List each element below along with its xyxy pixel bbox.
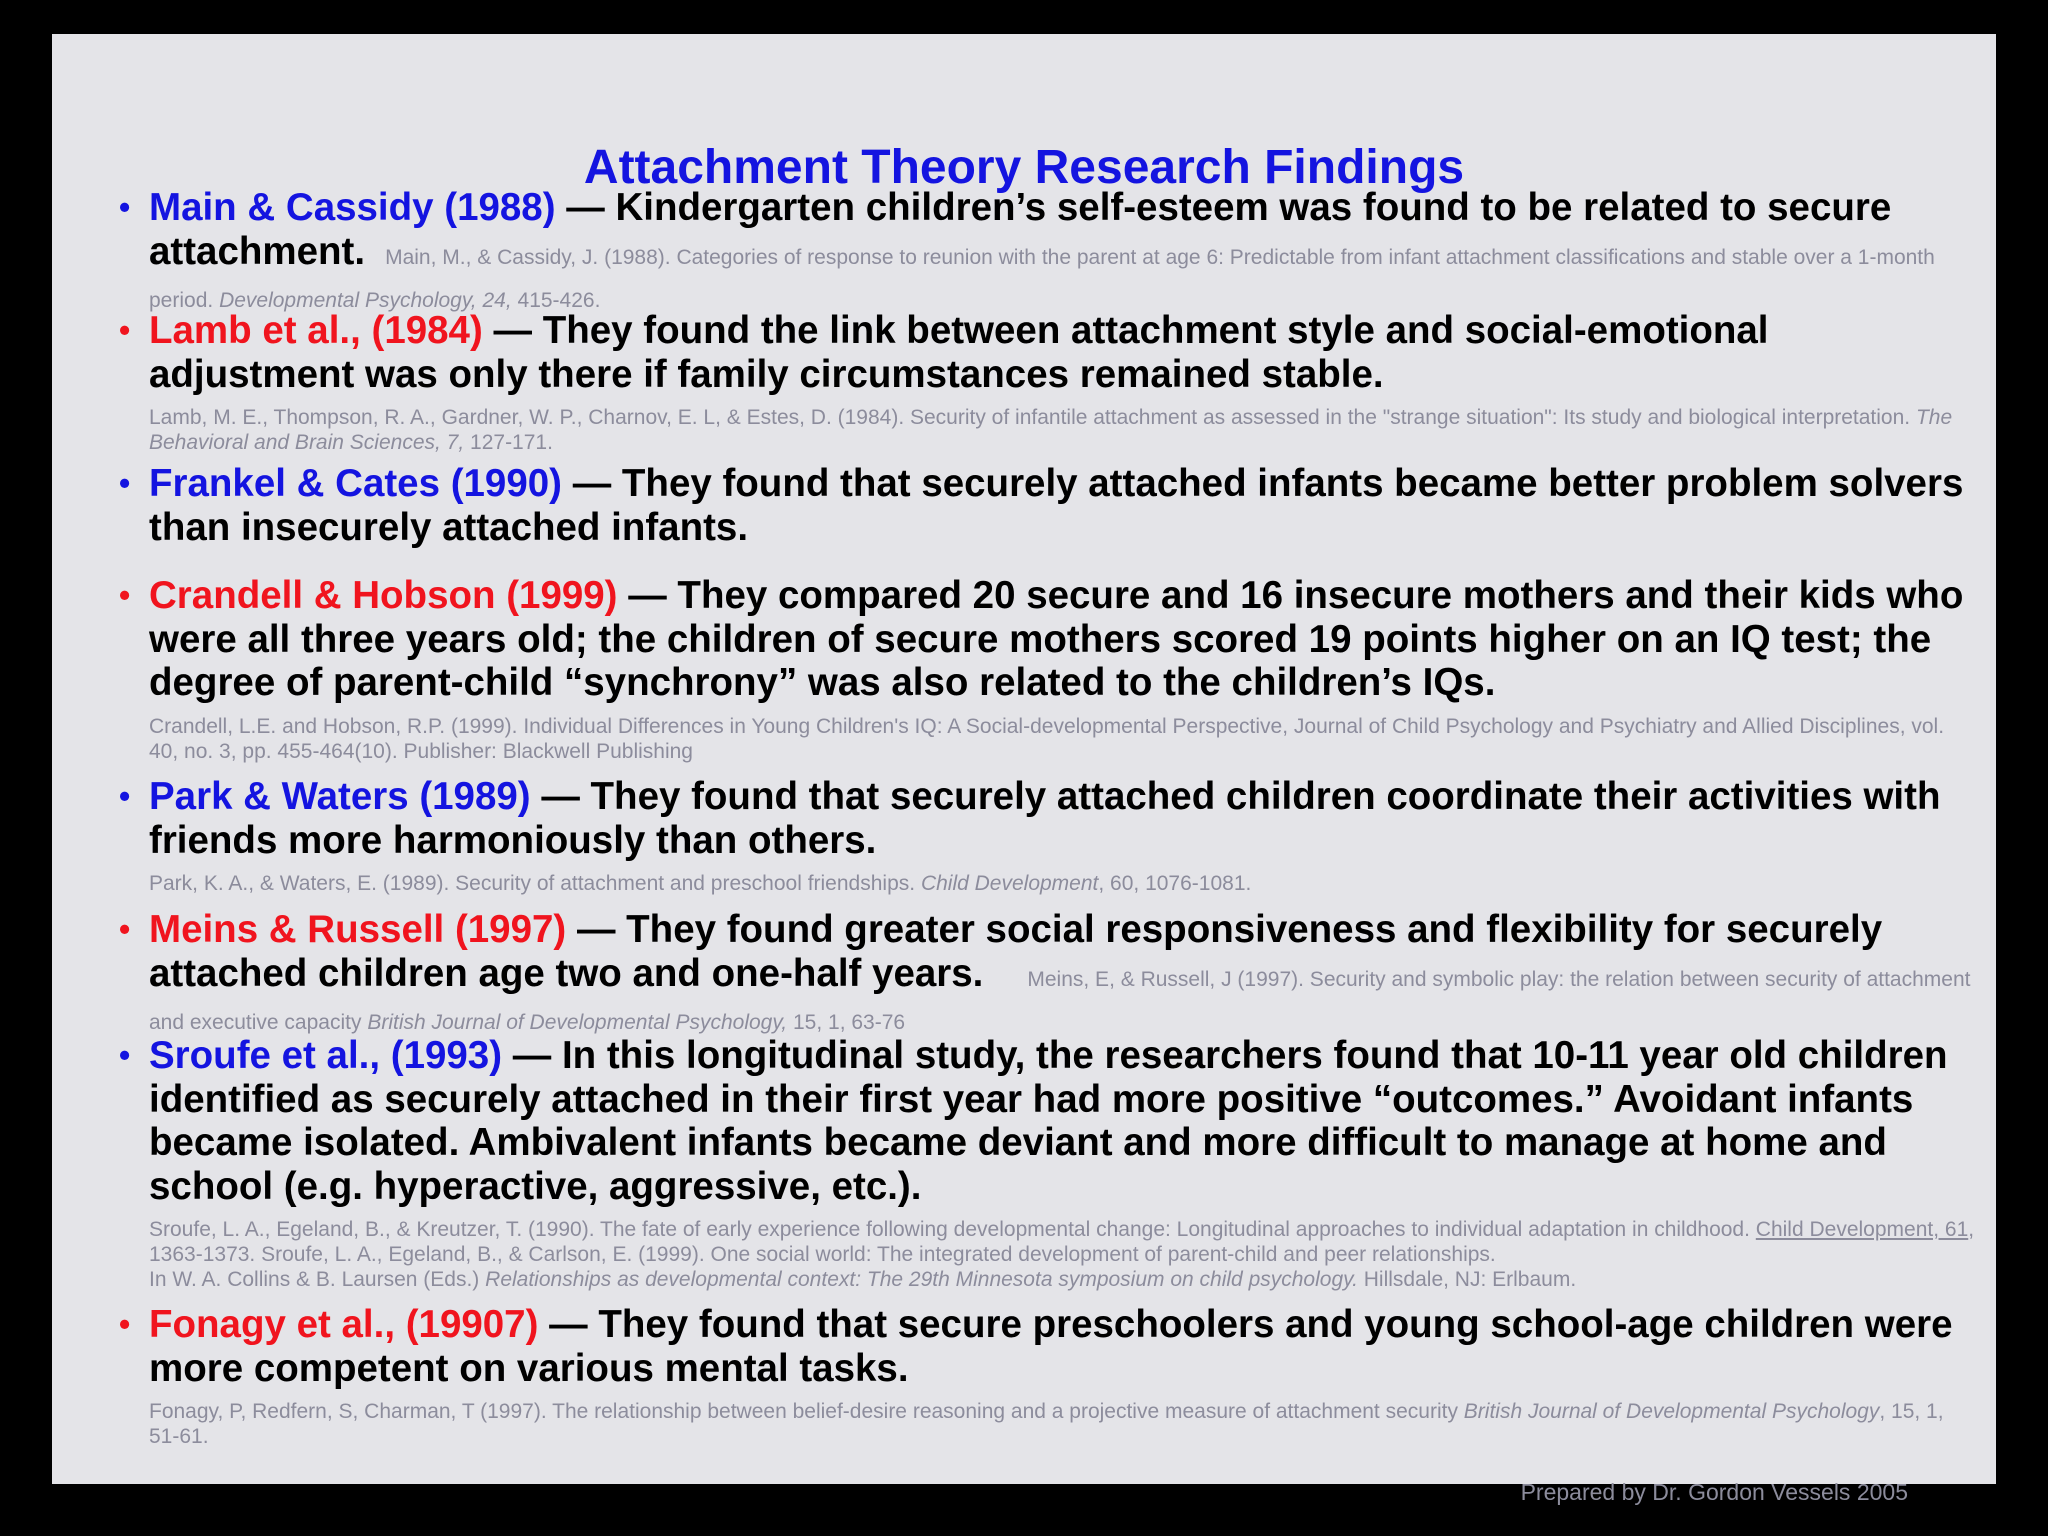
author-name: Park & Waters (1989) (149, 775, 531, 818)
em-dash: — (541, 775, 580, 818)
finding-statement: They compared 20 secure and 16 insecure mothers and their kids who were all three years old; the children of secure mothers scored 19 points higher on an IQ test; the degree of parent-child “synchrony” was also related to the children’s IQs. (149, 574, 1964, 704)
finding-statement: In this longitudinal study, the researchers found that 10-11 year old children identified as securely attached in their first year had more positive “outcomes.” Avoidant infants became isolated. Ambivalent infants became deviant and more difficult to manage at home and school (e.g. hyperactive, aggressive, etc.). (149, 1034, 1948, 1208)
author-name: Fonagy et al., (19907) (149, 1303, 539, 1346)
em-dash: — (512, 1034, 552, 1077)
em-dash: — (549, 1303, 588, 1346)
citation (149, 1217, 1979, 1292)
citation-pages: , 60, 1076-1081. (1098, 872, 1252, 895)
author-name: Frankel & Cates (1990) (149, 462, 562, 505)
citation (149, 1399, 1979, 1449)
bullet: • (119, 778, 131, 814)
em-dash: — (566, 186, 605, 229)
finding-text (149, 908, 1979, 1039)
finding-statement: Kindergarten children’s self-esteem was found to be related to secure attachment. (149, 186, 1892, 273)
finding-text (149, 309, 1979, 455)
bullet: • (119, 577, 131, 613)
citation-pages: 415-426. (517, 289, 601, 312)
em-dash: — (576, 908, 616, 951)
citation (149, 871, 1979, 896)
finding-statement: They found the link between attachment style and social-emotional adjustment was only there if family circumstances remained stable. (149, 309, 1769, 396)
finding-statement: They found that securely attached infants became better problem solvers than insecurely attached infants. (149, 462, 1964, 549)
slide-title: Attachment Theory Research Findings (583, 141, 1465, 194)
citation-journal: Relationships as developmental context: The 29th Minnesota symposium on child psychology. (485, 1268, 1358, 1291)
citation: Crandell, L.E. and Hobson, R.P. (1999). Individual Differences in Young Children's IQ: A Social-developmental Perspective, Journal of Child Psychology and Psychiatry and Allied Disciplines, vol. 40, no. 3, pp. 455-464(10). Publisher: Blackwell Publishing (149, 714, 1945, 763)
citation-journal: The Behavioral and Brain Sciences, 7, (149, 406, 1953, 454)
citation-text: Fonagy, P, Redfern, S, Charman, T (1997). The relationship between belief-desire reasoning and a projective measure of attachment security (149, 1400, 1458, 1423)
bullet: • (119, 1306, 131, 1342)
finding-text (149, 186, 1979, 317)
bullet: • (119, 189, 131, 225)
citation-journal: Developmental Psychology, 24, (219, 289, 512, 312)
citation-text: Sroufe, L. A., Egeland, B., & Kreutzer, T. (1990). The fate of early experience following developmental change: Longitudinal approaches to individual adaptation in childhood. (149, 1218, 1750, 1241)
citation-pages: , 15, 1, 51-61. (149, 1400, 1944, 1448)
citation-text: Main, M., & Cassidy, J. (1988). Categories of response to reunion with the parent at age 6: Predictable from infant attachment classifications and stable over a 1-month period. (149, 245, 1935, 312)
citation (149, 246, 1935, 313)
finding-statement: They found greater social responsiveness and flexibility for securely attached children age two and one-half years. (149, 908, 1883, 995)
finding-text (149, 1303, 1979, 1449)
citation-journal: British Journal of Developmental Psychology, (367, 1011, 788, 1034)
finding-text (149, 462, 1979, 549)
finding-statement: They found that securely attached children coordinate their activities with friends more harmoniously than others. (149, 775, 1941, 862)
author-name: Sroufe et al., (1993) (149, 1034, 503, 1077)
citation-journal-underlined: Child Development, 61 (1755, 1218, 1969, 1241)
em-dash: — (493, 309, 532, 352)
citation-pages: 127-171. (470, 431, 553, 454)
citation-publisher: Hillsdale, NJ: Erlbaum. (1363, 1268, 1577, 1291)
citation-text: Meins, E, & Russell, J (1997). Security and symbolic play: the relation between security of attachment and executive capacity (149, 967, 1971, 1034)
author-name: Lamb et al., (1984) (149, 309, 483, 352)
citation-journal: British Journal of Developmental Psychology (1463, 1400, 1880, 1423)
citation (149, 405, 1979, 455)
em-dash: — (572, 462, 612, 505)
citation-text: In W. A. Collins & B. Laursen (Eds.) (149, 1268, 480, 1291)
bullet: • (119, 1037, 131, 1073)
bullet: • (119, 312, 131, 348)
author-name: Meins & Russell (1997) (149, 908, 567, 951)
bullet: • (119, 911, 131, 947)
citation-journal: Child Development (920, 872, 1099, 895)
citation-text: Park, K. A., & Waters, E. (1989). Security of attachment and preschool friendships. (149, 872, 916, 895)
citation-text: , 1363-1373. Sroufe, L. A., Egeland, B., & Carlson, E. (1999). One social world: The integrated development of parent-child and peer relationships. (149, 1218, 1975, 1266)
author-name: Main & Cassidy (1988) (149, 186, 556, 229)
finding-text (149, 775, 1979, 896)
citation-text: Lamb, M. E., Thompson, R. A., Gardner, W. P., Charnov, E. L, & Estes, D. (1984). Security of infantile attachment as assessed in the "strange situation": Its study and biological interpretation. (149, 406, 1911, 429)
bullet: • (119, 465, 131, 501)
slide (52, 34, 1996, 1505)
author-name: Crandell & Hobson (1999) (149, 574, 618, 617)
citation-pages: 15, 1, 63-76 (792, 1011, 906, 1034)
finding-text (149, 1034, 1979, 1292)
finding-text (149, 574, 1979, 764)
finding-statement: They found that secure preschoolers and young school-age children were more competent on various mental tasks. (149, 1303, 1953, 1390)
em-dash: — (628, 574, 667, 617)
footer-credit: Prepared by Dr. Gordon Vessels 2005 (1520, 1479, 1908, 1505)
